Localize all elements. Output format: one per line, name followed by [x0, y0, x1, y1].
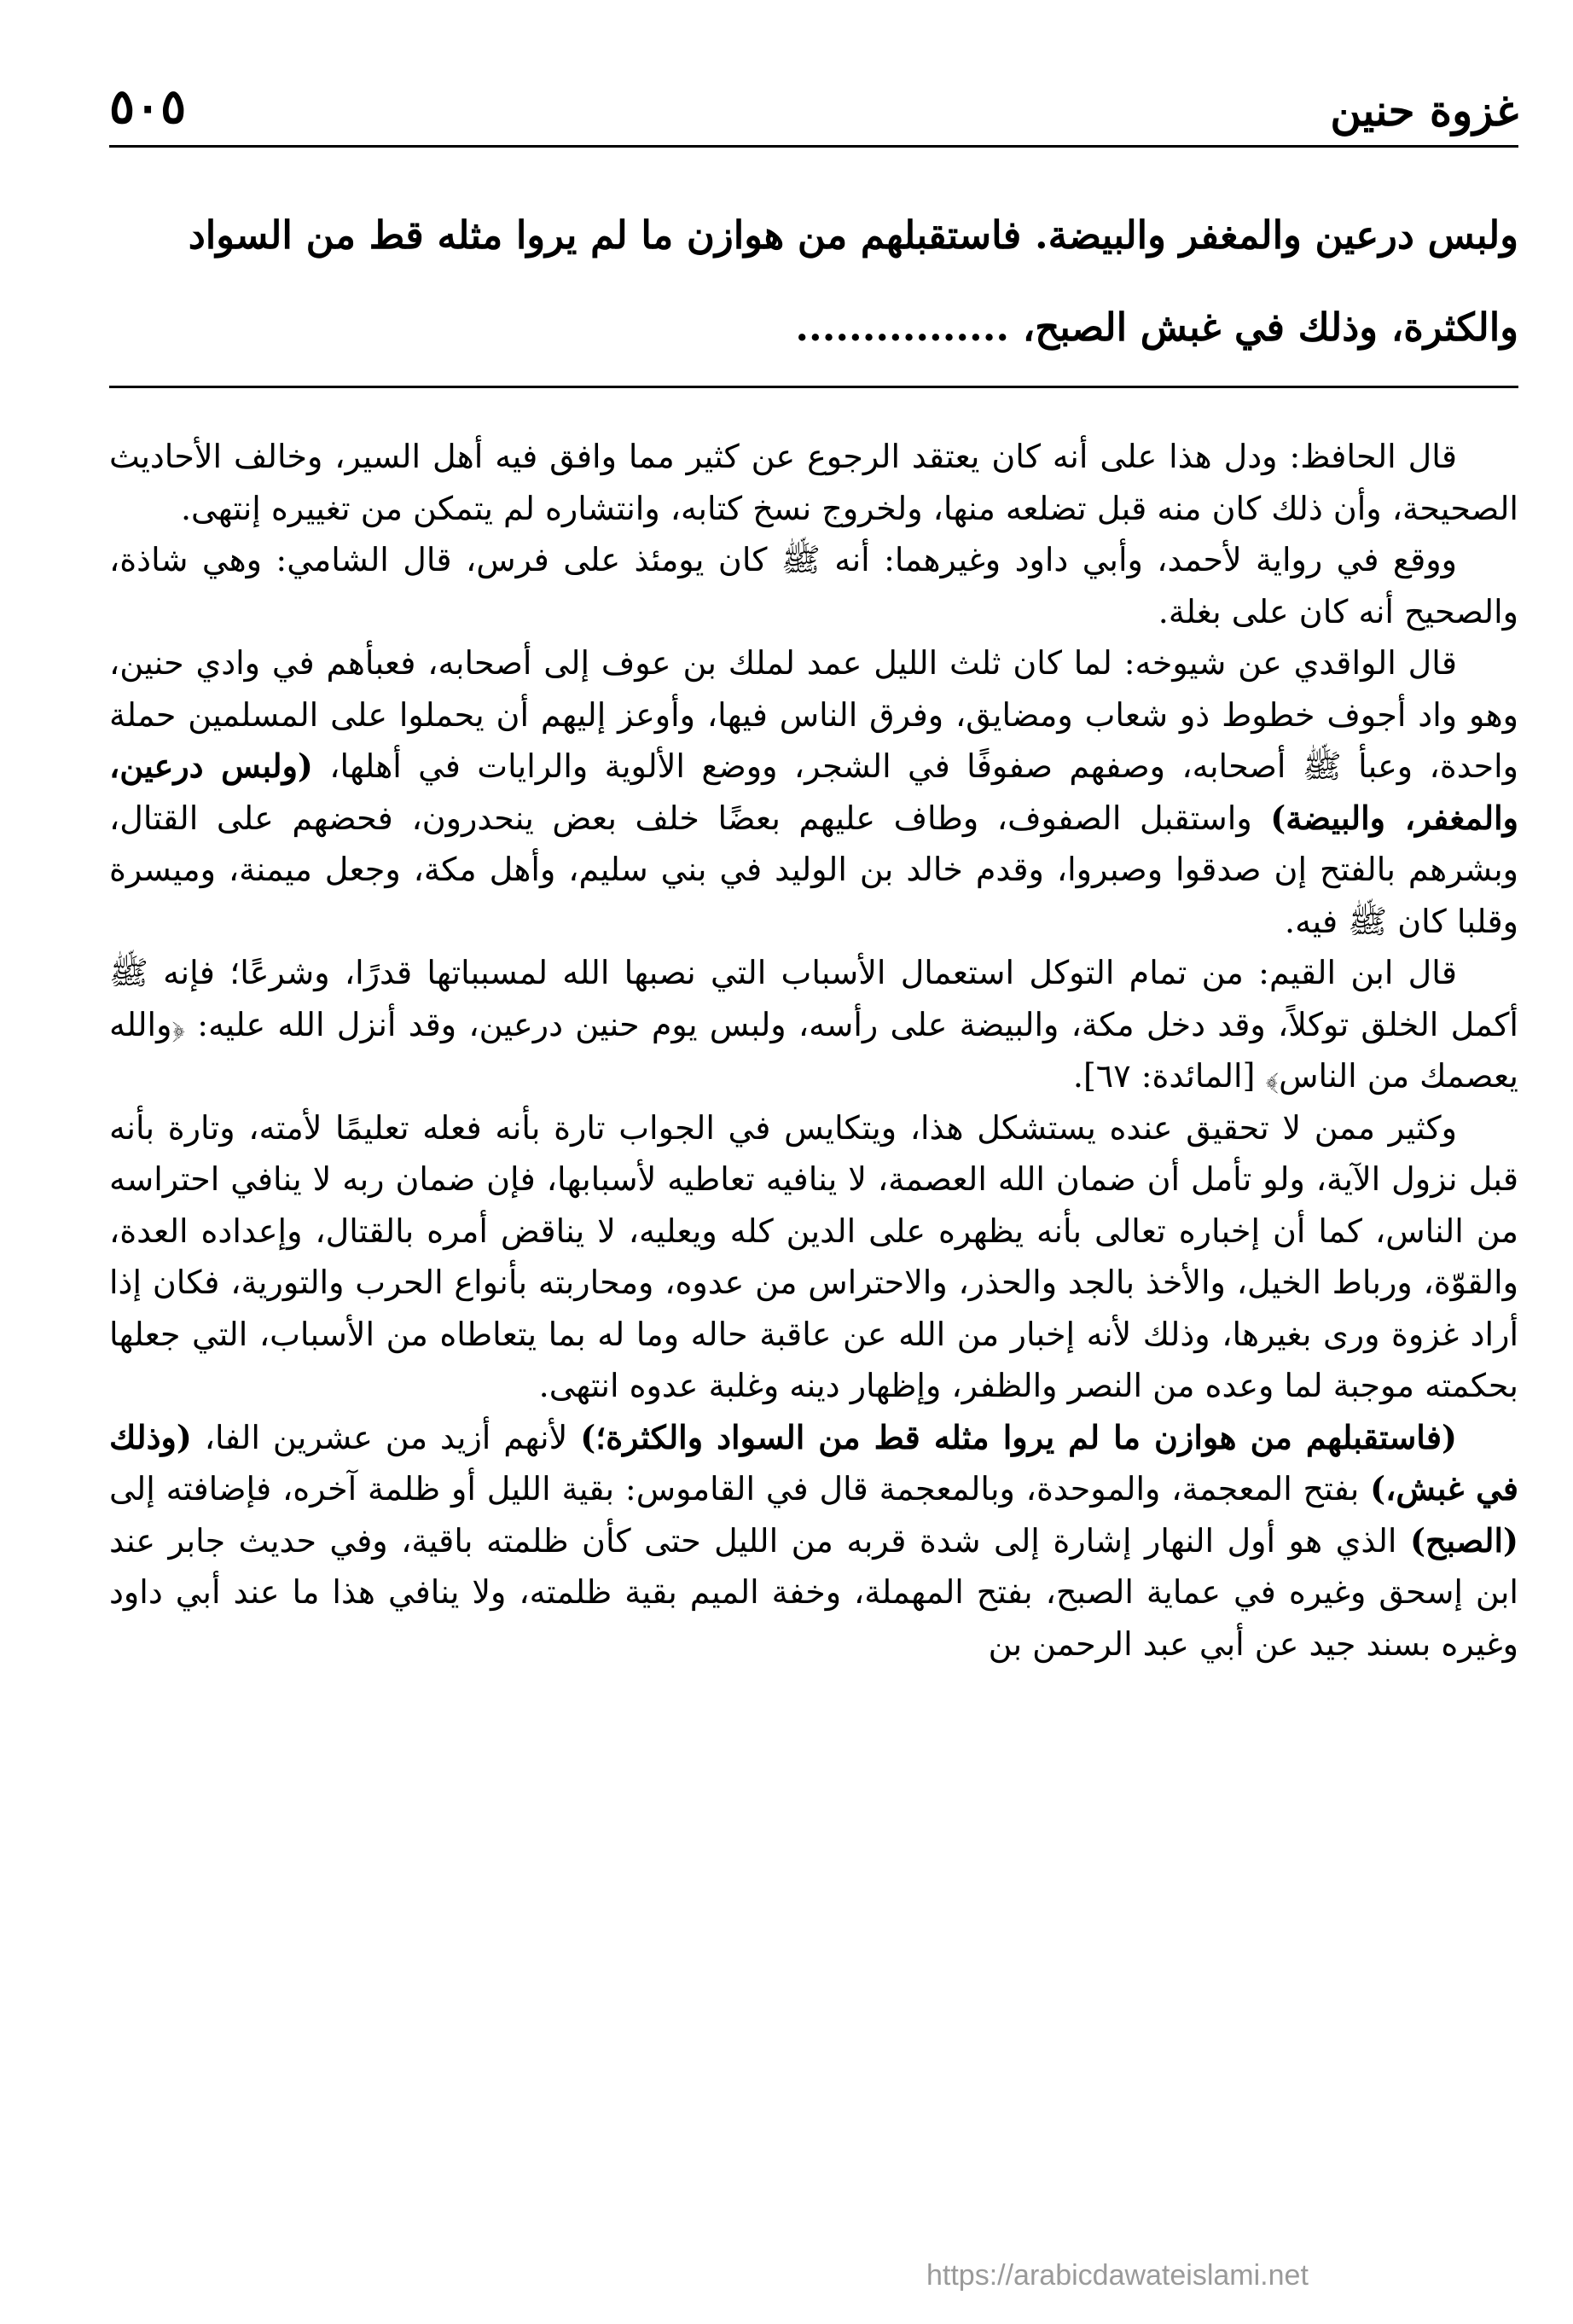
p6-quote-1: (فاستقبلهم من هوازن ما لم يروا مثله قط من السواد والكثرة؛)	[580, 1417, 1458, 1456]
commentary-paragraph-3	[109, 637, 1518, 947]
commentary-paragraph-1: قال الحافظ: ودل هذا على أنه كان يعتقد الرجوع عن كثير مما وافق فيه أهل السير، وخالف الأحاديث الصحيحة، وأن ذلك كان منه قبل تضلعه منها، ولخروج نسخ كتابه، وانتشاره لم يتمكن من تغييره إنتهى.	[109, 438, 1518, 527]
p6-quote-2: (وذلك في غبش،)	[109, 1417, 1518, 1508]
commentary-text	[109, 431, 1518, 1670]
p3-part-a: قال الواقدي عن شيوخه: لما كان ثلث الليل عمد لملك بن عوف إلى أصحابه، فعبأهم في وادي حنين، وهو واد أجوف خطوط ذو شعاب ومضايق، وفرق الناس فيها، وأوعز إليهم أن يحملوا على المسلمين حملة واحدة، وعبأ ﷺ أصحابه، وصفهم صفوفًا في الشجر، ووضع الألوية والرايات في أهلها،	[109, 644, 1519, 785]
page-header	[109, 77, 1518, 145]
matn-line-2-text: والكثرة، وذلك في غبش الصبح،	[1022, 305, 1518, 350]
header-rule	[109, 145, 1518, 148]
matn-text	[109, 189, 1518, 374]
matn-dots: ................	[795, 305, 1010, 350]
p3-part-c: واستقبل الصفوف، وطاف عليهم بعضًا خلف بعض ينحدرون، فحضهم على القتال، وبشرهم بالفتح إن صدقوا وصبروا، وقدم خالد بن الوليد في بني سليم، وأهل مكة، وجعل ميمنة، وميسرة وقلبا كان ﷺ فيه.	[109, 799, 1518, 940]
watermark-url: https://arabicdawateislami.net	[926, 2259, 1309, 2292]
commentary-paragraph-2: ووقع في رواية لأحمد، وأبي داود وغيرهما: أنه ﷺ كان يومئذ على فرس، قال الشامي: وهي شاذة، والصحيح أنه كان على بغلة.	[109, 541, 1518, 630]
commentary-paragraph-4: قال ابن القيم: من تمام التوكل استعمال الأسباب التي نصبها الله لمسبباتها قدرًا، وشرعًا؛ فإنه ﷺ أكمل الخلق توكلاً، وقد دخل مكة، والبيضة على رأسه، ولبس يوم حنين درعين، وقد أنزل الله عليه: ﴿والله يعصمك من الناس﴾ [المائدة: ٦٧].	[109, 954, 1518, 1095]
matn-line-1: ولبس درعين والمغفر والبيضة. فاستقبلهم من هوازن ما لم يروا مثله قط من السواد	[188, 212, 1518, 258]
p6-part-f: الذي هو أول النهار إشارة إلى شدة قربه من الليل حتى كأن ظلمته باقية، وفي حديث جابر عند ابن إسحق وغيره في عماية الصبح، بفتح المهملة، وخفة الميم بقية ظلمته، ولا ينافي هذا ما عند أبي داود وغيره بسند جيد عن أبي عبد الرحمن بن	[109, 1521, 1518, 1663]
page-number: ٥٠٥	[109, 78, 187, 135]
commentary-paragraph-5: وكثير ممن لا تحقيق عنده يستشكل هذا، ويتكايس في الجواب تارة بأنه فعله تعليمًا لأمته، وتارة بأنه قبل نزول الآية، ولو تأمل أن ضمان الله العصمة، لا ينافيه تعاطيه لأسبابها، فإن ضمان ربه لا ينافي احتراسه من الناس، كما أن إخباره تعالى بأنه يظهره على الدين كله ويعليه، لا يناقض أمره بالقتال، وإعداده العدة، والقوّة، ورباط الخيل، والأخذ بالجد والحذر، والاحتراس من عدوه، ومحاربته بأنواع الحرب والتورية، فكان إذا أراد غزوة ورى بغيرها، وذلك لأنه إخبار من الله عن عاقبة حاله وما له بما يتعاطاه من الأسباب، التي جعلها بحكمته موجبة لما وعده من النصر والظفر، وإظهار دينه وغلبة عدوه انتهى.	[109, 1108, 1518, 1404]
commentary-paragraph-6	[109, 1412, 1518, 1670]
p6-part-d: بفتح المعجمة، والموحدة، وبالمعجمة قال في القاموس: بقية الليل أو ظلمة آخره، فإضافته إلى	[109, 1470, 1371, 1508]
p6-part-b: لأنهم أزيد من عشرين الفا،	[191, 1418, 581, 1456]
p6-quote-3: (الصبح)	[1409, 1520, 1518, 1560]
separator-rule	[109, 386, 1518, 388]
matn-line-2	[109, 282, 1518, 374]
p3-quote: (ولبس درعين، والمغفر، والبيضة)	[109, 747, 1518, 837]
running-title: غزوة حنين	[1330, 85, 1518, 136]
